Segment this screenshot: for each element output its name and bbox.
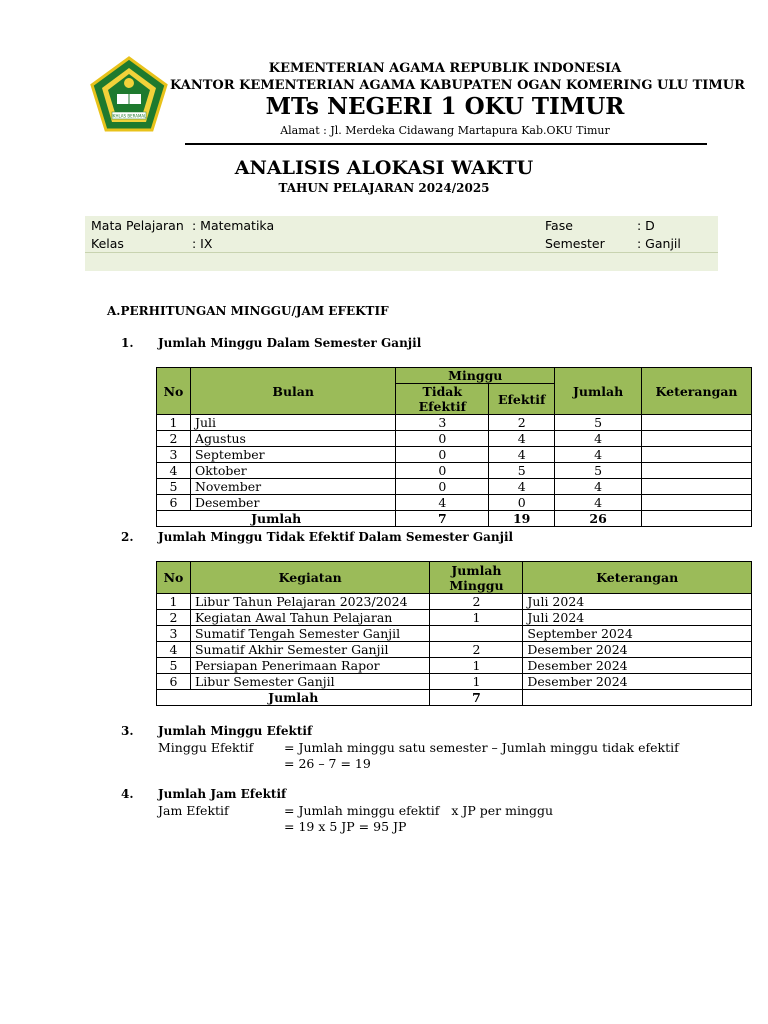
cell-tidak: 3	[396, 415, 489, 431]
cell-jumlah: 2	[430, 594, 523, 610]
cell-tidak: 0	[396, 431, 489, 447]
cell-jumlah: 1	[430, 610, 523, 626]
cell-tidak: 0	[396, 447, 489, 463]
total-row	[157, 690, 752, 706]
phase-value: : D	[637, 218, 655, 233]
subject-label: Mata Pelajaran	[91, 218, 184, 233]
sub4-title: Jumlah Jam Efektif	[158, 787, 287, 801]
table-row	[157, 463, 752, 479]
col-no: No	[157, 368, 191, 415]
cell-no: 5	[157, 479, 191, 495]
table-row	[157, 674, 752, 690]
table-row	[157, 479, 752, 495]
total-label: Jumlah	[157, 511, 396, 527]
table-row	[157, 431, 752, 447]
cell-no: 6	[157, 495, 191, 511]
sub3-title: Jumlah Minggu Efektif	[158, 724, 313, 738]
sub4-number: 4.	[121, 787, 134, 801]
cell-kegiatan: Sumatif Akhir Semester Ganjil	[190, 642, 430, 658]
subject-value: : Matematika	[192, 218, 275, 233]
cell-kegiatan: Kegiatan Awal Tahun Pelajaran	[190, 610, 430, 626]
cell-bulan: Desember	[190, 495, 395, 511]
col-jumlah: Jumlah	[555, 368, 642, 415]
cell-ket: Juli 2024	[523, 610, 752, 626]
cell-no: 3	[157, 447, 191, 463]
cell-ket	[642, 463, 752, 479]
cell-tidak: 0	[396, 479, 489, 495]
non-effective-table	[156, 561, 752, 706]
weeks-table	[156, 367, 752, 527]
academic-year: TAHUN PELAJARAN 2024/2025	[278, 181, 490, 195]
cell-ket	[642, 431, 752, 447]
cell-jumlah: 5	[555, 415, 642, 431]
sub4-formula: = Jumlah minggu efektif x JP per minggu	[284, 803, 554, 818]
cell-kegiatan: Libur Semester Ganjil	[190, 674, 430, 690]
office-name: KANTOR KEMENTERIAN AGAMA KABUPATEN OGAN KOMERING ULU TIMUR	[170, 78, 745, 93]
cell-bulan: Agustus	[190, 431, 395, 447]
info-divider	[85, 252, 718, 253]
cell-ket: Desember 2024	[523, 658, 752, 674]
cell-ket	[642, 495, 752, 511]
class-value: : IX	[192, 236, 213, 251]
cell-no: 1	[157, 594, 191, 610]
semester-label: Semester	[545, 236, 605, 251]
cell-jumlah: 2	[430, 642, 523, 658]
total-efektif: 19	[489, 511, 555, 527]
cell-bulan: September	[190, 447, 395, 463]
cell-no: 5	[157, 658, 191, 674]
cell-efektif: 5	[489, 463, 555, 479]
cell-no: 2	[157, 431, 191, 447]
table-row	[157, 642, 752, 658]
sub3-formula: = Jumlah minggu satu semester – Jumlah minggu tidak efektif	[284, 740, 679, 755]
school-address: Alamat : Jl. Merdeka Cidawang Martapura Kab.OKU Timur	[280, 124, 610, 137]
sub2-number: 2.	[121, 530, 134, 544]
cell-no: 1	[157, 415, 191, 431]
col-keterangan: Keterangan	[523, 562, 752, 594]
col-efektif: Efektif	[489, 384, 555, 415]
sub1-number: 1.	[121, 336, 134, 350]
cell-jumlah: 4	[555, 479, 642, 495]
cell-ket: Juli 2024	[523, 594, 752, 610]
cell-efektif: 4	[489, 431, 555, 447]
col-minggu: Minggu	[396, 368, 555, 384]
total-tidak: 7	[396, 511, 489, 527]
cell-efektif: 2	[489, 415, 555, 431]
table-row	[157, 495, 752, 511]
cell-ket: Desember 2024	[523, 674, 752, 690]
table-row	[157, 594, 752, 610]
header-divider	[185, 143, 707, 145]
cell-tidak: 4	[396, 495, 489, 511]
col-keterangan: Keterangan	[642, 368, 752, 415]
col-tidak-efektif: Tidak Efektif	[396, 384, 489, 415]
cell-ket	[642, 447, 752, 463]
cell-ket	[642, 479, 752, 495]
cell-jumlah: 5	[555, 463, 642, 479]
cell-no: 2	[157, 610, 191, 626]
cell-jumlah: 1	[430, 658, 523, 674]
total-row	[157, 511, 752, 527]
total-jumlah: 7	[430, 690, 523, 706]
ministry-logo	[90, 56, 168, 132]
sub4-label: Jam Efektif	[158, 803, 229, 818]
table-row	[157, 658, 752, 674]
cell-efektif: 4	[489, 479, 555, 495]
cell-kegiatan: Sumatif Tengah Semester Ganjil	[190, 626, 430, 642]
cell-jumlah: 4	[555, 495, 642, 511]
total-ket	[642, 511, 752, 527]
cell-jumlah: 4	[555, 431, 642, 447]
table-row	[157, 626, 752, 642]
cell-efektif: 4	[489, 447, 555, 463]
sub3-result: = 26 – 7 = 19	[284, 756, 371, 771]
cell-bulan: Oktober	[190, 463, 395, 479]
sub3-number: 3.	[121, 724, 134, 738]
col-jumlah-line2: Minggu	[449, 577, 504, 593]
page-title: ANALISIS ALOKASI WAKTU	[234, 157, 534, 179]
col-no: No	[157, 562, 191, 594]
table-row	[157, 415, 752, 431]
sub4-result: = 19 x 5 JP = 95 JP	[284, 819, 407, 834]
cell-kegiatan: Persiapan Penerimaan Rapor	[190, 658, 430, 674]
total-label: Jumlah	[157, 690, 430, 706]
phase-label: Fase	[545, 218, 573, 233]
class-label: Kelas	[91, 236, 124, 251]
total-jumlah: 26	[555, 511, 642, 527]
table-row	[157, 610, 752, 626]
sub1-title: Jumlah Minggu Dalam Semester Ganjil	[158, 336, 422, 350]
sub2-title: Jumlah Minggu Tidak Efektif Dalam Semester Ganjil	[158, 530, 514, 544]
cell-no: 6	[157, 674, 191, 690]
section-a-heading: A.PERHITUNGAN MINGGU/JAM EFEKTIF	[107, 304, 389, 318]
cell-bulan: Juli	[190, 415, 395, 431]
total-ket	[523, 690, 752, 706]
cell-efektif: 0	[489, 495, 555, 511]
ministry-name: KEMENTERIAN AGAMA REPUBLIK INDONESIA	[268, 61, 622, 76]
school-name: MTs NEGERI 1 OKU TIMUR	[265, 93, 625, 120]
semester-value: : Ganjil	[637, 236, 681, 251]
cell-jumlah: 4	[555, 447, 642, 463]
cell-bulan: November	[190, 479, 395, 495]
cell-jumlah	[430, 626, 523, 642]
cell-no: 3	[157, 626, 191, 642]
sub3-label: Minggu Efektif	[158, 740, 254, 755]
cell-tidak: 0	[396, 463, 489, 479]
col-bulan: Bulan	[190, 368, 395, 415]
table-row	[157, 447, 752, 463]
cell-no: 4	[157, 642, 191, 658]
cell-ket: September 2024	[523, 626, 752, 642]
cell-ket	[642, 415, 752, 431]
svg-text:IKHLAS BERAMAL: IKHLAS BERAMAL	[111, 113, 147, 119]
cell-jumlah: 1	[430, 674, 523, 690]
col-kegiatan: Kegiatan	[190, 562, 430, 594]
cell-kegiatan: Libur Tahun Pelajaran 2023/2024	[190, 594, 430, 610]
cell-ket: Desember 2024	[523, 642, 752, 658]
col-jumlah-minggu	[430, 562, 523, 594]
col-jumlah-line1: Jumlah	[451, 562, 502, 578]
cell-no: 4	[157, 463, 191, 479]
